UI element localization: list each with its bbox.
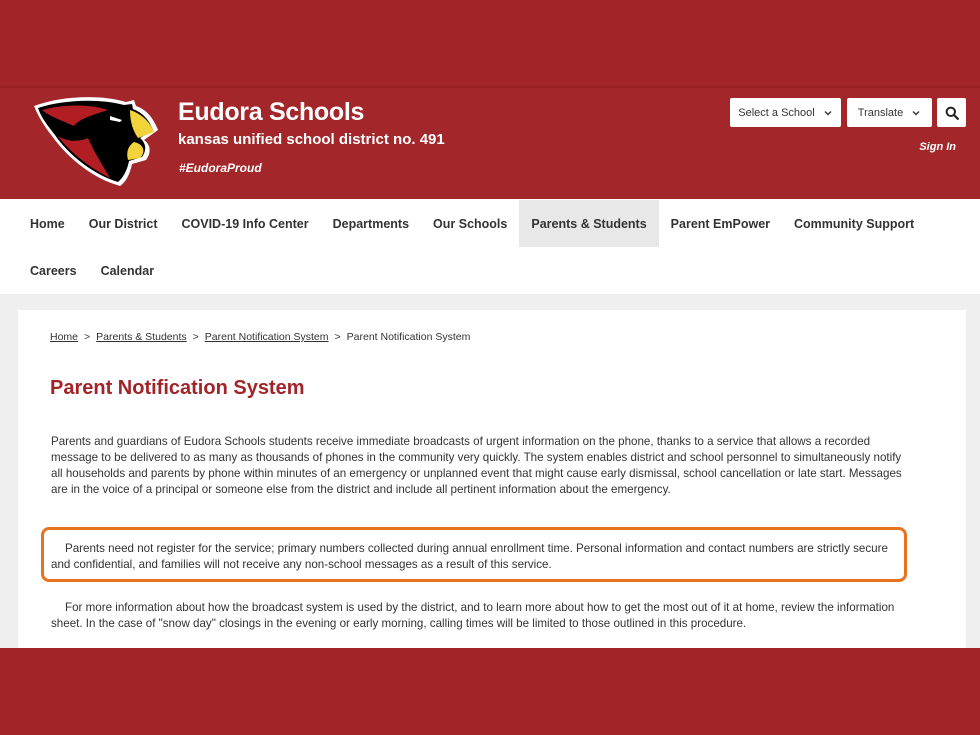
nav-item-covid-info-center[interactable]: COVID-19 Info Center bbox=[181, 216, 309, 231]
page-title: Parent Notification System bbox=[50, 377, 305, 399]
select-school-dropdown[interactable] bbox=[730, 98, 841, 127]
nav-row-2 bbox=[18, 247, 166, 294]
nav-item-our-district[interactable]: Our District bbox=[88, 216, 158, 231]
site-header bbox=[0, 86, 980, 199]
breadcrumb-separator: > bbox=[84, 331, 91, 343]
nav-item-community-support[interactable]: Community Support bbox=[794, 216, 915, 231]
nav-row-1 bbox=[18, 200, 926, 247]
site-tagline: #EudoraProud bbox=[179, 161, 262, 175]
bottom-border bbox=[0, 648, 980, 735]
breadcrumb-parents-students[interactable]: Parents & Students bbox=[96, 331, 187, 343]
cardinal-mascot-logo[interactable] bbox=[30, 92, 162, 188]
breadcrumb-current: Parent Notification System bbox=[346, 331, 471, 343]
chevron-down-icon bbox=[911, 108, 921, 118]
breadcrumb-separator: > bbox=[192, 331, 199, 343]
top-border bbox=[0, 0, 980, 86]
main-content bbox=[18, 310, 966, 648]
search-button[interactable] bbox=[937, 98, 966, 127]
nav-item-calendar[interactable]: Calendar bbox=[100, 263, 155, 278]
breadcrumb-home[interactable]: Home bbox=[50, 331, 79, 343]
nav-item-home[interactable]: Home bbox=[30, 216, 65, 231]
paragraph-intro: Parents and guardians of Eudora Schools students receive immediate broadcasts of urgent information on the phone, thanks to a service that allows a recorded message to be delivered to as many as thousands of phones in the community very quickly. The system enables district and school personnel to simultaneously notify all households and parents by phone within minutes of an emergency or unplanned event that might cause early dismissal, school cancellation or late start. Messages are in the voice of a principal or someone else from the district and include all pertinent information about the emergency. bbox=[51, 435, 902, 496]
nav-item-our-schools[interactable]: Our Schools bbox=[433, 216, 508, 231]
breadcrumb bbox=[50, 331, 470, 343]
translate-label: Translate bbox=[857, 106, 904, 119]
site-title[interactable]: Eudora Schools bbox=[178, 98, 365, 126]
nav-item-parent-empower[interactable]: Parent EmPower bbox=[670, 216, 771, 231]
breadcrumb-separator: > bbox=[334, 331, 341, 343]
select-school-label: Select a School bbox=[738, 106, 815, 119]
breadcrumb-parent-notification-system[interactable]: Parent Notification System bbox=[204, 331, 329, 343]
paragraph-registration: Parents need not register for the service; primary numbers collected during annual enrollment time. Personal information and contact numbers are strictly secure and confidential, and families will not receive any non-school messages as a result of this service. bbox=[51, 542, 888, 571]
paragraph-more-info: For more information about how the broadcast system is used by the district, and to learn more about how to get the most out of it at home, review the information sheet. In the case of "snow day" closings in the evening or early morning, calling times will be limited to those outlined in this procedure. bbox=[51, 601, 895, 630]
nav-item-parents-students[interactable]: Parents & Students bbox=[519, 200, 658, 247]
site-subtitle: kansas unified school district no. 491 bbox=[178, 131, 445, 148]
nav-item-careers[interactable]: Careers bbox=[30, 263, 77, 278]
main-navigation bbox=[0, 199, 980, 294]
nav-item-departments[interactable]: Departments bbox=[332, 216, 410, 231]
sign-in-link[interactable]: Sign In bbox=[919, 141, 956, 153]
chevron-down-icon bbox=[823, 108, 833, 118]
translate-dropdown[interactable] bbox=[847, 98, 932, 127]
search-icon bbox=[945, 106, 959, 120]
